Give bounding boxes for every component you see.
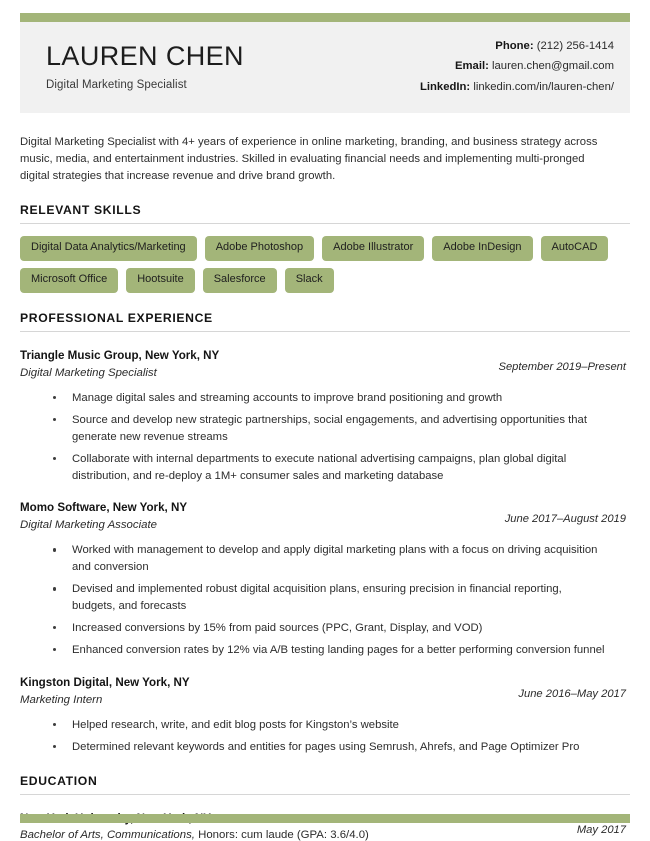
contact-phone: [420, 36, 614, 56]
section-divider-experience: [20, 331, 630, 332]
contact-linkedin: [420, 77, 614, 97]
experience-role: Digital Marketing Specialist: [20, 366, 157, 379]
experience-entry: [20, 675, 630, 756]
skill-tag: Slack: [285, 268, 334, 293]
experience-entry: [20, 500, 630, 658]
bullet-item: Manage digital sales and streaming accounts to improve brand positioning and growth: [50, 390, 608, 407]
experience-entry-head: [20, 348, 630, 381]
section-title-education: EDUCATION: [20, 773, 98, 788]
skill-tag: Hootsuite: [126, 268, 194, 293]
skill-tag: Microsoft Office: [20, 268, 118, 293]
resume-header: [20, 22, 630, 113]
header-job-title: Digital Marketing Specialist: [46, 78, 187, 91]
experience-date: June 2017–August 2019: [504, 513, 626, 526]
experience-organization: Triangle Music Group, New York, NY: [20, 348, 220, 362]
experience-date: September 2019–Present: [498, 360, 626, 373]
contact-phone-label: Phone:: [495, 40, 534, 53]
skill-tag: Salesforce: [203, 268, 277, 293]
experience-bullets: [20, 390, 630, 485]
contact-email: [420, 56, 614, 76]
experience-organization: Kingston Digital, New York, NY: [20, 675, 190, 689]
section-divider-education: [20, 794, 630, 795]
experience-entry-titles: [20, 500, 187, 533]
skills-list: [20, 236, 630, 293]
skill-tag: AutoCAD: [541, 236, 609, 261]
experience-entry-head: [20, 500, 630, 533]
section-title-skills: RELEVANT SKILLS: [20, 203, 142, 218]
experience-role: Digital Marketing Associate: [20, 519, 157, 532]
skill-tag: Adobe InDesign: [432, 236, 532, 261]
education-date: May 2017: [576, 823, 626, 836]
experience-date: June 2016–May 2017: [518, 687, 626, 700]
contact-linkedin-value[interactable]: linkedin.com/in/lauren-chen/: [473, 80, 614, 93]
bottom-accent-bar: [20, 814, 630, 823]
bullet-item: Source and develop new strategic partnerships, social engagements, and advertising opportunities that generate new revenue streams: [50, 412, 608, 446]
section-divider-skills: [20, 223, 630, 224]
section-title-experience: PROFESSIONAL EXPERIENCE: [20, 310, 213, 325]
education-degree: [20, 827, 369, 841]
bullet-item: Worked with management to develop and apply digital marketing plans with a focus on driving acquisition and conversion: [50, 542, 608, 576]
education-degree-honors: Honors: cum laude (GPA: 3.6/4.0): [194, 829, 369, 841]
bullet-item: Devised and implemented robust digital acquisition plans, ensuring precision in financial reporting, budgets, and forecasts: [50, 581, 608, 615]
experience-entry: [20, 348, 630, 485]
bullet-item: Increased conversions by 15% from paid sources (PPC, Grant, Display, and VOD): [50, 620, 608, 637]
experience-entry-titles: [20, 675, 190, 708]
contact-phone-value: (212) 256-1414: [536, 40, 614, 53]
contact-linkedin-label: LinkedIn:: [419, 80, 471, 93]
contact-email-label: Email:: [454, 60, 489, 73]
skill-tag: Digital Data Analytics/Marketing: [20, 236, 197, 261]
experience-organization: Momo Software, New York, NY: [20, 501, 188, 515]
experience-bullets: [20, 717, 630, 756]
experience-entry-head: [20, 675, 630, 708]
experience-role: Marketing Intern: [20, 693, 103, 706]
page-title: LAUREN CHEN: [46, 41, 244, 72]
bullet-item: Collaborate with internal departments to execute national advertising campaigns, plan global digital distribution, and re-deploy a 1M+ consumer sales and marketing database: [50, 451, 608, 485]
contact-block: [420, 36, 614, 96]
bullet-item: Helped research, write, and edit blog posts for Kingston’s website: [50, 717, 608, 734]
skill-tag: Adobe Photoshop: [205, 236, 314, 261]
contact-email-value[interactable]: lauren.chen@gmail.com: [492, 60, 614, 73]
experience-bullets: [20, 542, 630, 659]
bullet-item: Determined relevant keywords and entities for pages using Semrush, Ahrefs, and Page Optimizer Pro: [50, 739, 608, 756]
skill-tag: Adobe Illustrator: [322, 236, 424, 261]
education-degree-major: Bachelor of Arts, Communications,: [20, 829, 195, 841]
professional-summary: Digital Marketing Specialist with 4+ years of experience in online marketing, branding, and business strategy across music, media, and entertainment industries. Skilled in evaluating financial needs and implementing multi-pronged digital strategies that increase revenue and drive brand growth.: [20, 136, 598, 183]
header-identity: [36, 42, 244, 90]
top-accent-bar: [20, 13, 630, 22]
experience-entry-titles: [20, 348, 219, 381]
bullet-item: Enhanced conversion rates by 12% via A/B testing landing pages for a better performing conversion funnel: [50, 642, 608, 659]
